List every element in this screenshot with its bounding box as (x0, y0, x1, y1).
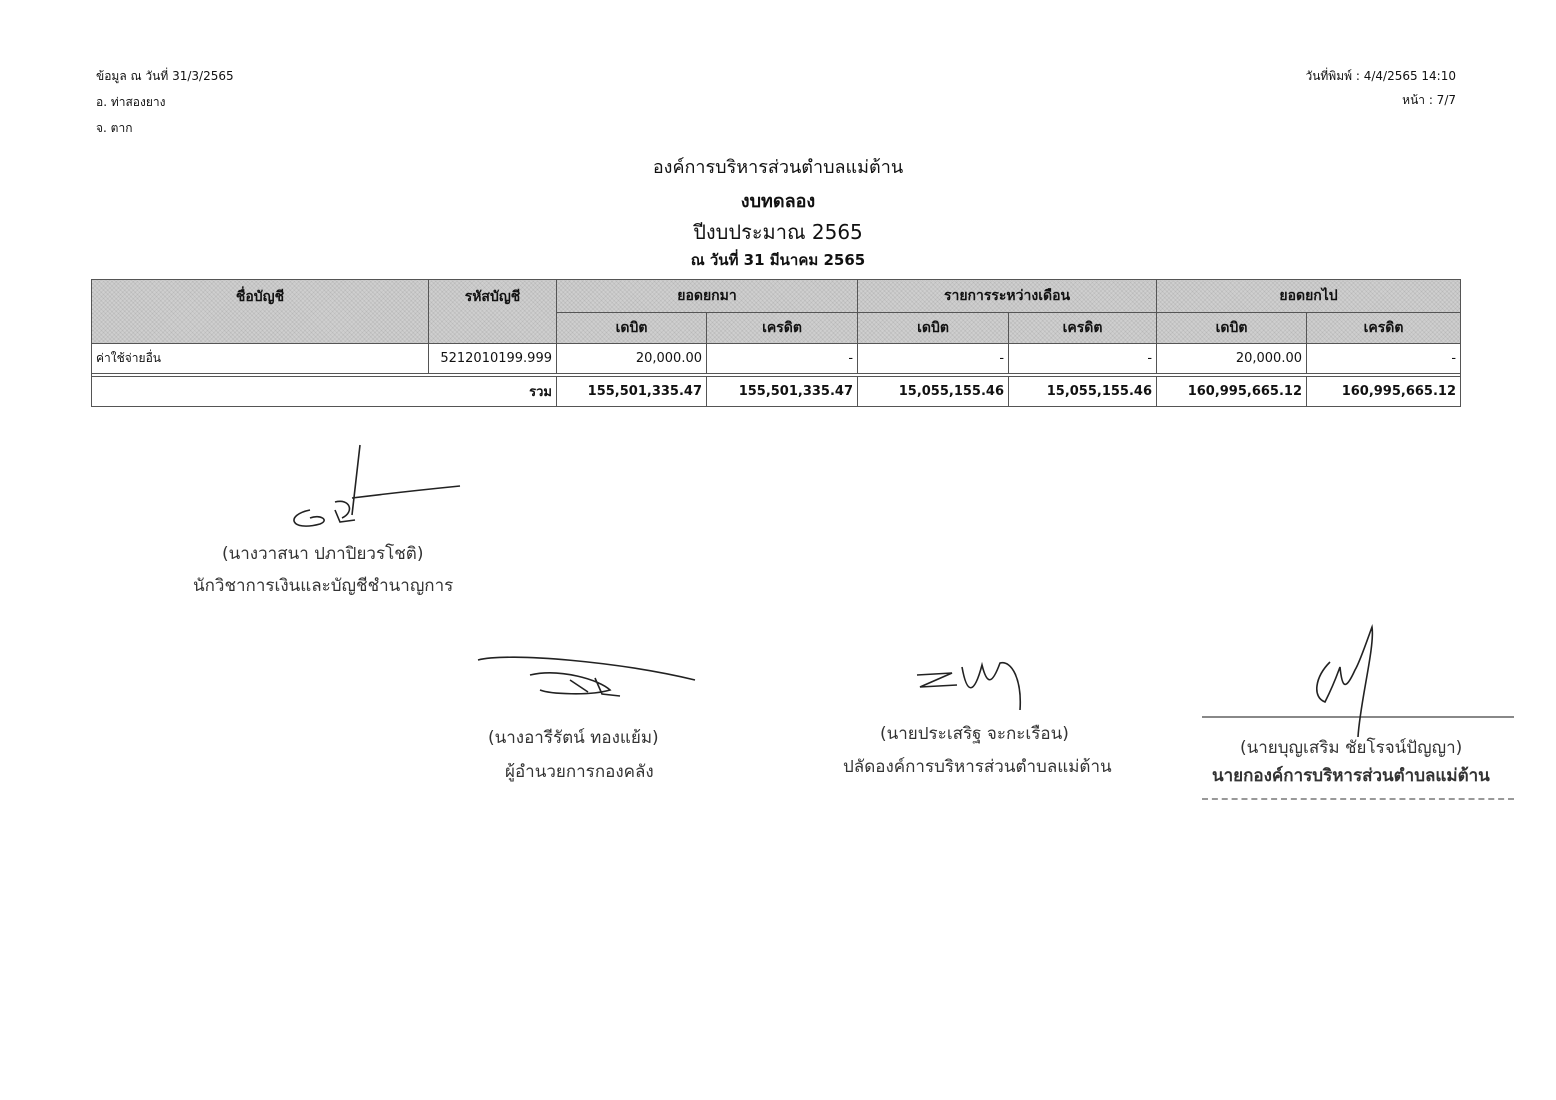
total-label: รวม (92, 377, 557, 407)
report-title: งบทดลอง (740, 191, 816, 212)
signature-4-name: (นายบุญเสริม ชัยโรจน์ปัญญา) (1240, 738, 1463, 758)
total-bf-debit: 155,501,335.47 (557, 377, 707, 407)
signature-4-graphic (1300, 622, 1390, 742)
signature-2-name: (นางอารีรัตน์ ทองแย้ม) (488, 728, 659, 748)
print-date: วันที่พิมพ์ : 4/4/2565 14:10 (1305, 69, 1456, 83)
col-account-name: ชื่อบัญชี (92, 280, 429, 344)
cell-cf-credit: - (1307, 344, 1461, 374)
signature-3-name: (นายประเสริฐ จะกะเรือน) (880, 724, 1069, 744)
col-brought-forward: ยอดยกมา (557, 280, 858, 313)
page-number: หน้า : 7/7 (1402, 93, 1456, 107)
cell-cf-debit: 20,000.00 (1157, 344, 1307, 374)
cell-bf-credit: - (707, 344, 858, 374)
col-bf-credit: เครดิต (707, 313, 858, 344)
cell-account-name: ค่าใช้จ่ายอื่น (92, 344, 429, 374)
header-right (1156, 64, 1456, 112)
signature-4-role: นายกองค์การบริหารส่วนตำบลแม่ต้าน (1212, 766, 1490, 786)
total-cf-credit: 160,995,665.12 (1307, 377, 1461, 407)
data-date: ข้อมูล ณ วันที่ 31/3/2565 (96, 69, 234, 83)
col-during-month: รายการระหว่างเดือน (858, 280, 1157, 313)
col-m-debit: เดบิต (858, 313, 1009, 344)
signature-1-name: (นางวาสนา ปภาปิยวรโชติ) (222, 544, 424, 564)
col-cf-credit: เครดิต (1307, 313, 1461, 344)
total-m-credit: 15,055,155.46 (1009, 377, 1157, 407)
trial-balance-table (91, 279, 1461, 407)
cell-m-debit: - (858, 344, 1009, 374)
header-row-1 (92, 280, 1461, 313)
total-bf-credit: 155,501,335.47 (707, 377, 858, 407)
col-carried-forward: ยอดยกไป (1157, 280, 1461, 313)
signature-3-role: ปลัดองค์การบริหารส่วนตำบลแม่ต้าน (843, 757, 1112, 777)
total-row (92, 377, 1461, 407)
col-account-code: รหัสบัญชี (429, 280, 557, 344)
table-row (92, 344, 1461, 374)
header-left (96, 63, 234, 141)
col-cf-debit: เดบิต (1157, 313, 1307, 344)
district: อ. ท่าสองยาง (96, 95, 166, 109)
col-m-credit: เครดิต (1009, 313, 1157, 344)
cell-account-code: 5212010199.999 (429, 344, 557, 374)
cell-bf-debit: 20,000.00 (557, 344, 707, 374)
total-cf-debit: 160,995,665.12 (1157, 377, 1307, 407)
signature-1-role: นักวิชาการเงินและบัญชีชำนาญการ (193, 576, 454, 596)
province: จ. ตาก (96, 121, 133, 135)
cell-m-credit: - (1009, 344, 1157, 374)
signature-1-graphic (280, 440, 470, 540)
fiscal-year: ปีงบประมาณ 2565 (693, 220, 863, 244)
signature-2-graphic (470, 650, 710, 705)
total-m-debit: 15,055,155.46 (858, 377, 1009, 407)
col-bf-debit: เดบิต (557, 313, 707, 344)
org-title: องค์การบริหารส่วนตำบลแม่ต้าน (652, 157, 904, 178)
signature-2-role: ผู้อำนวยการกองคลัง (505, 762, 654, 782)
as-of-date: ณ วันที่ 31 มีนาคม 2565 (690, 251, 866, 269)
signature-3-graphic (912, 655, 1042, 715)
